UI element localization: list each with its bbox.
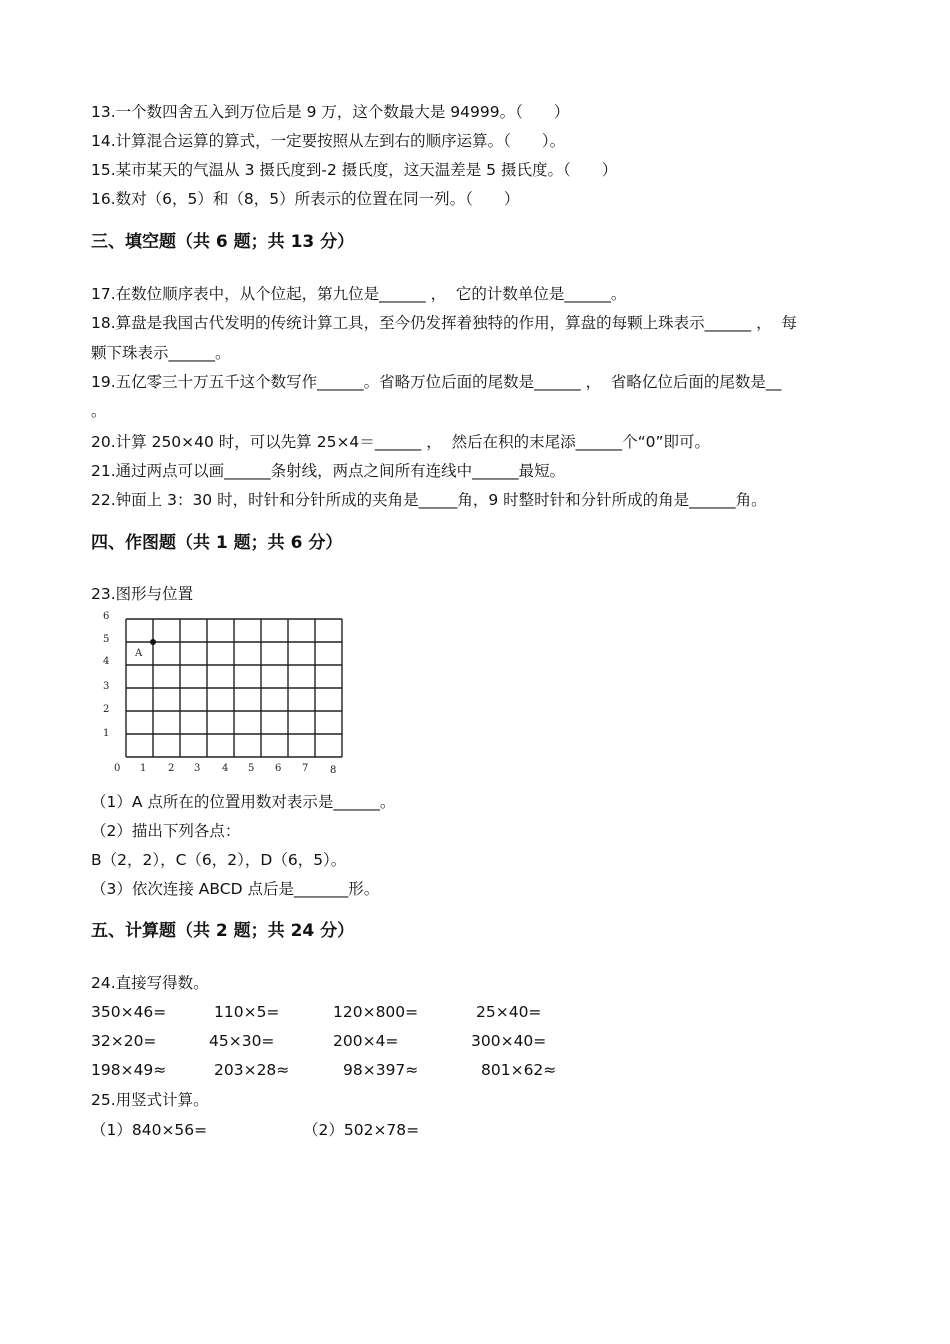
question-25: 25.用竖式计算。 [91, 1091, 209, 1109]
section-4-title: 四、作图题（共 1 题；共 6 分） [91, 533, 343, 553]
question-17: 17.在数位顺序表中，从个位起，第九位是______ ， 它的计数单位是______。 [91, 285, 627, 303]
y-label-2: 2 [103, 704, 110, 715]
section-3-title: 三、填空题（共 6 题；共 13 分） [91, 232, 355, 252]
question-16: 16.数对（6，5）和（8，5）所表示的位置在同一列。（ ） [91, 190, 520, 208]
calc-item: 200×4= [333, 1032, 399, 1050]
question-23-points: B（2，2），C（6，2），D（6，5）。 [91, 851, 347, 869]
grid-lines [126, 619, 342, 757]
question-25-part-1: （1）840×56= [91, 1121, 208, 1139]
calc-item: 350×46= [91, 1003, 167, 1021]
question-23-part-2: （2）描出下列各点： [91, 822, 241, 840]
x-label-3: 3 [194, 763, 201, 774]
question-20: 20.计算 250×40 时，可以先算 25×4＝______ ， 然后在积的末尾添______个“0”即可。 [91, 433, 711, 451]
question-23: 23.图形与位置 [91, 585, 194, 603]
calc-item: 300×40= [471, 1032, 547, 1050]
y-label-3: 3 [103, 681, 110, 692]
calc-item: 198×49≈ [91, 1061, 167, 1079]
y-label-4: 4 [103, 656, 110, 667]
question-25-part-2: （2）502×78= [303, 1121, 420, 1139]
question-21: 21.通过两点可以画______条射线，两点之间所有连线中______最短。 [91, 462, 566, 480]
question-18-line-1: 18.算盘是我国古代发明的传统计算工具，至今仍发挥着独特的作用，算盘的每颗上珠表示______ ， 每 [91, 314, 797, 332]
calc-item: 110×5= [214, 1003, 280, 1021]
x-label-0: 0 [114, 763, 121, 774]
question-23-part-1: （1）A 点所在的位置用数对表示是______。 [91, 793, 396, 811]
calc-item: 801×62≈ [481, 1061, 557, 1079]
question-22: 22.钟面上 3：30 时，时针和分针所成的夹角是_____角，9 时整时针和分针所成的角是______角。 [91, 491, 767, 509]
question-23-part-3: （3）依次连接 ABCD 点后是_______形。 [91, 880, 380, 898]
calc-item: 45×30= [209, 1032, 275, 1050]
question-13: 13.一个数四舍五入到万位后是 9 万，这个数最大是 94999。（ ） [91, 103, 570, 121]
point-a-label: A [135, 648, 143, 659]
question-15: 15.某市某天的气温从 3 摄氏度到-2 摄氏度，这天温差是 5 摄氏度。（ ） [91, 161, 618, 179]
y-label-6: 6 [103, 611, 110, 622]
x-label-5: 5 [248, 763, 255, 774]
x-label-8: 8 [330, 765, 337, 776]
x-label-7: 7 [302, 763, 309, 774]
y-label-1: 1 [103, 728, 110, 739]
calc-item: 25×40= [476, 1003, 542, 1021]
coordinate-grid-figure [96, 608, 346, 778]
x-label-2: 2 [168, 763, 175, 774]
calc-item: 203×28≈ [214, 1061, 290, 1079]
x-label-4: 4 [222, 763, 229, 774]
question-14: 14.计算混合运算的算式，一定要按照从左到右的顺序运算。（ ）。 [91, 132, 566, 150]
question-19-line-1: 19.五亿零三十万五千这个数写作______。省略万位后面的尾数是______ ， 省略亿位后面的尾数是__ [91, 373, 782, 391]
x-label-1: 1 [140, 763, 147, 774]
calc-item: 98×397≈ [343, 1061, 419, 1079]
calc-item: 32×20= [91, 1032, 157, 1050]
y-label-5: 5 [103, 634, 110, 645]
point-a-marker [150, 639, 156, 645]
section-5-title: 五、计算题（共 2 题；共 24 分） [91, 921, 355, 941]
question-19-line-2: 。 [91, 402, 107, 420]
x-label-6: 6 [275, 763, 282, 774]
calc-item: 120×800= [333, 1003, 419, 1021]
question-18-line-2: 颗下珠表示______。 [91, 344, 231, 362]
question-24: 24.直接写得数。 [91, 974, 209, 992]
